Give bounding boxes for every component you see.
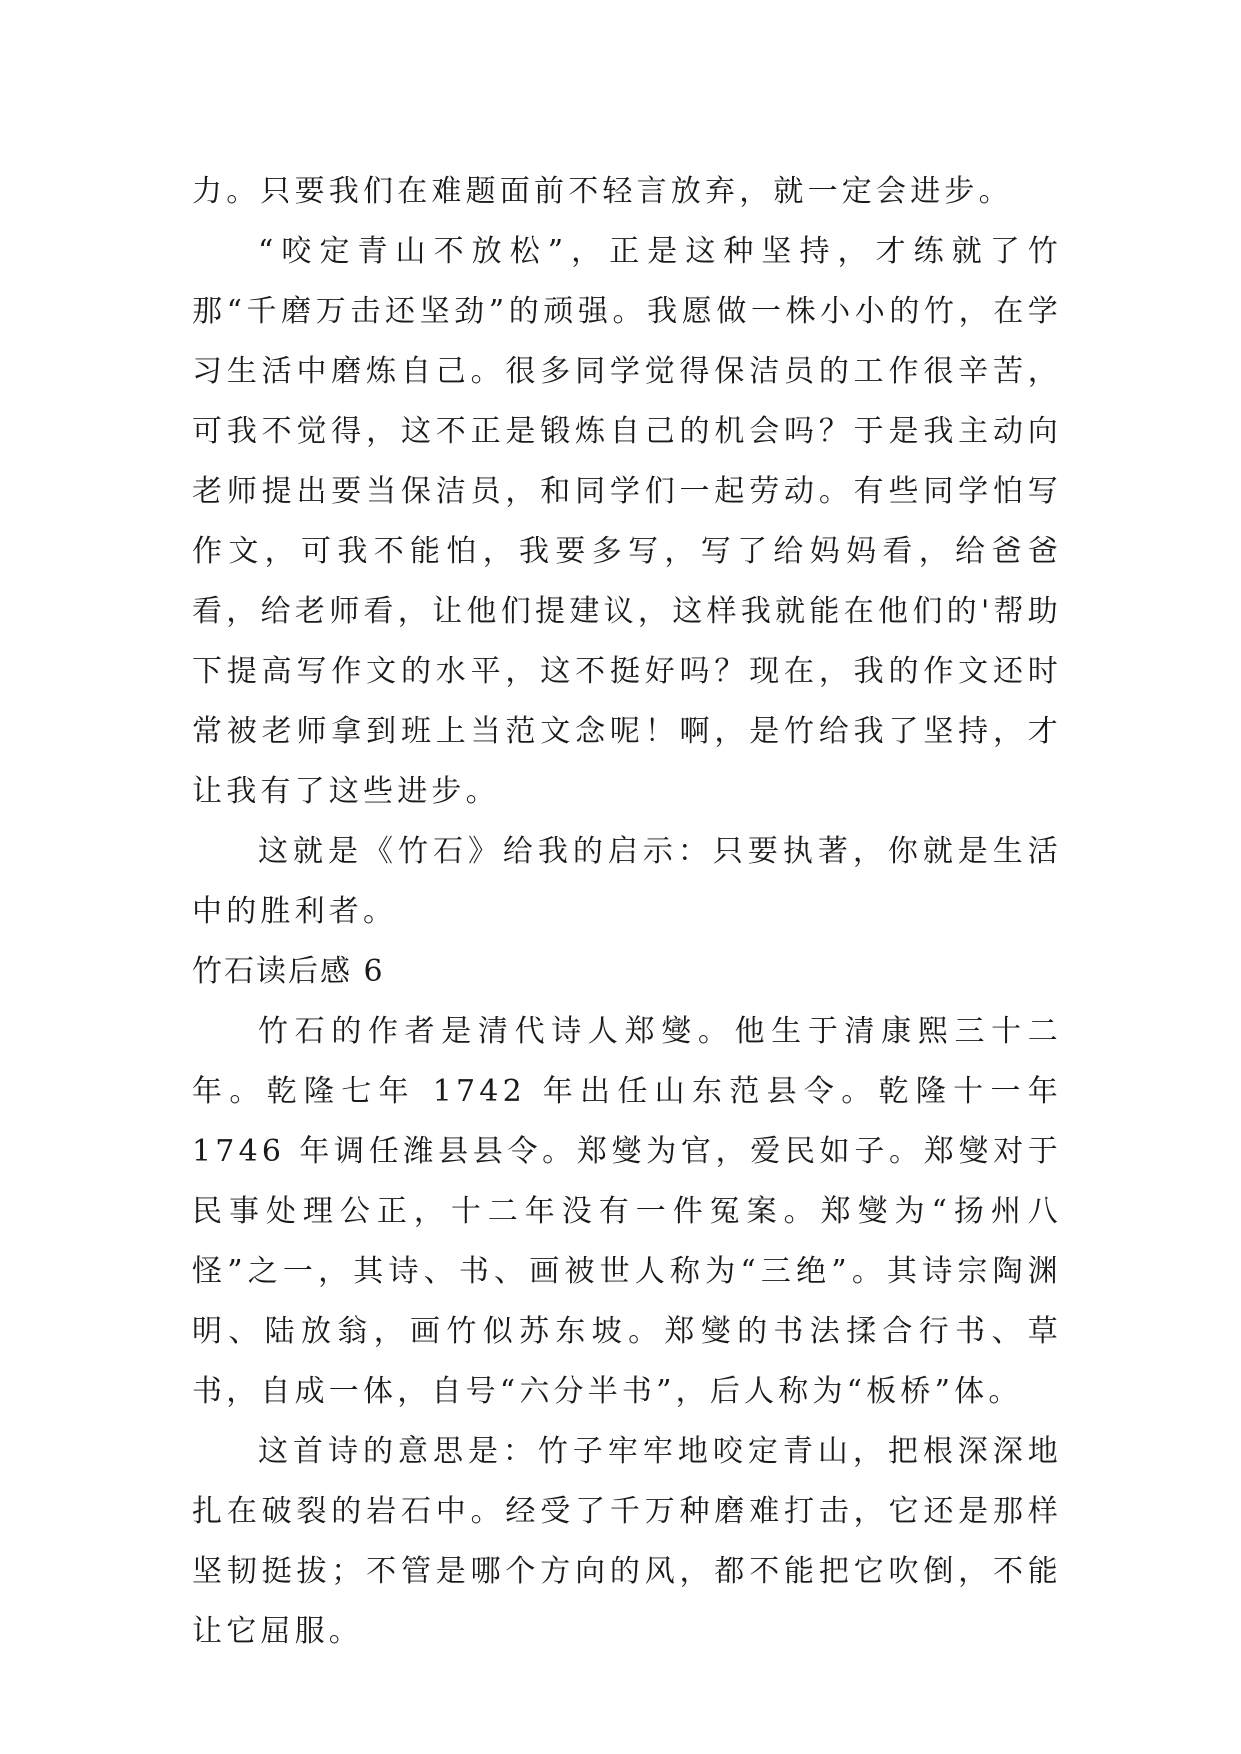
section-title: 竹石读后感 6 [192,954,385,989]
paragraph-author: 竹石的作者是清代诗人郑燮。他生于清康熙三十二年。乾隆七年 1742 年出任山东范县令。乾隆十一年 1746 年调任潍县县令。郑燮为官，爱民如子。郑燮对于民事处理公正，十二年没有一件冤案。郑燮为“扬州八怪”之一，其诗、书、画被世人称为“三绝”。其诗宗陶渊明、陆放翁，画竹似苏东坡。郑燮的书法揉合行书、草书，自成一体，自号“六分半书”，后人称为“板桥”体。 [192,1014,1062,1409]
paragraph-persistence: “咬定青山不放松”，正是这种坚持，才练就了竹那“千磨万击还坚劲”的顽强。我愿做一株小小的竹，在学习生活中磨炼自己。很多同学觉得保洁员的工作很辛苦，可我不觉得，这不正是锻炼自己的机会吗？于是我主动向老师提出要当保洁员，和同学们一起劳动。有些同学怕写作文，可我不能怕，我要多写，写了给妈妈看，给爸爸看，给老师看，让他们提建议，这样我就能在他们的'帮助下提高写作文的水平，这不挺好吗？现在，我的作文还时常被老师拿到班上当范文念呢！啊，是竹给我了坚持，才让我有了这些进步。 [192,234,1062,809]
paragraph-poem-meaning: 这首诗的意思是：竹子牢牢地咬定青山，把根深深地扎在破裂的岩石中。经受了千万种磨难打击，它还是那样坚韧挺拔；不管是哪个方向的风，都不能把它吹倒，不能让它屈服。 [192,1434,1062,1649]
document-body [192,162,1062,1662]
paragraph-inspiration: 这就是《竹石》给我的启示：只要执著，你就是生活中的胜利者。 [192,834,1062,929]
paragraph-continuation: 力。只要我们在难题面前不轻言放弃，就一定会进步。 [192,174,1013,209]
